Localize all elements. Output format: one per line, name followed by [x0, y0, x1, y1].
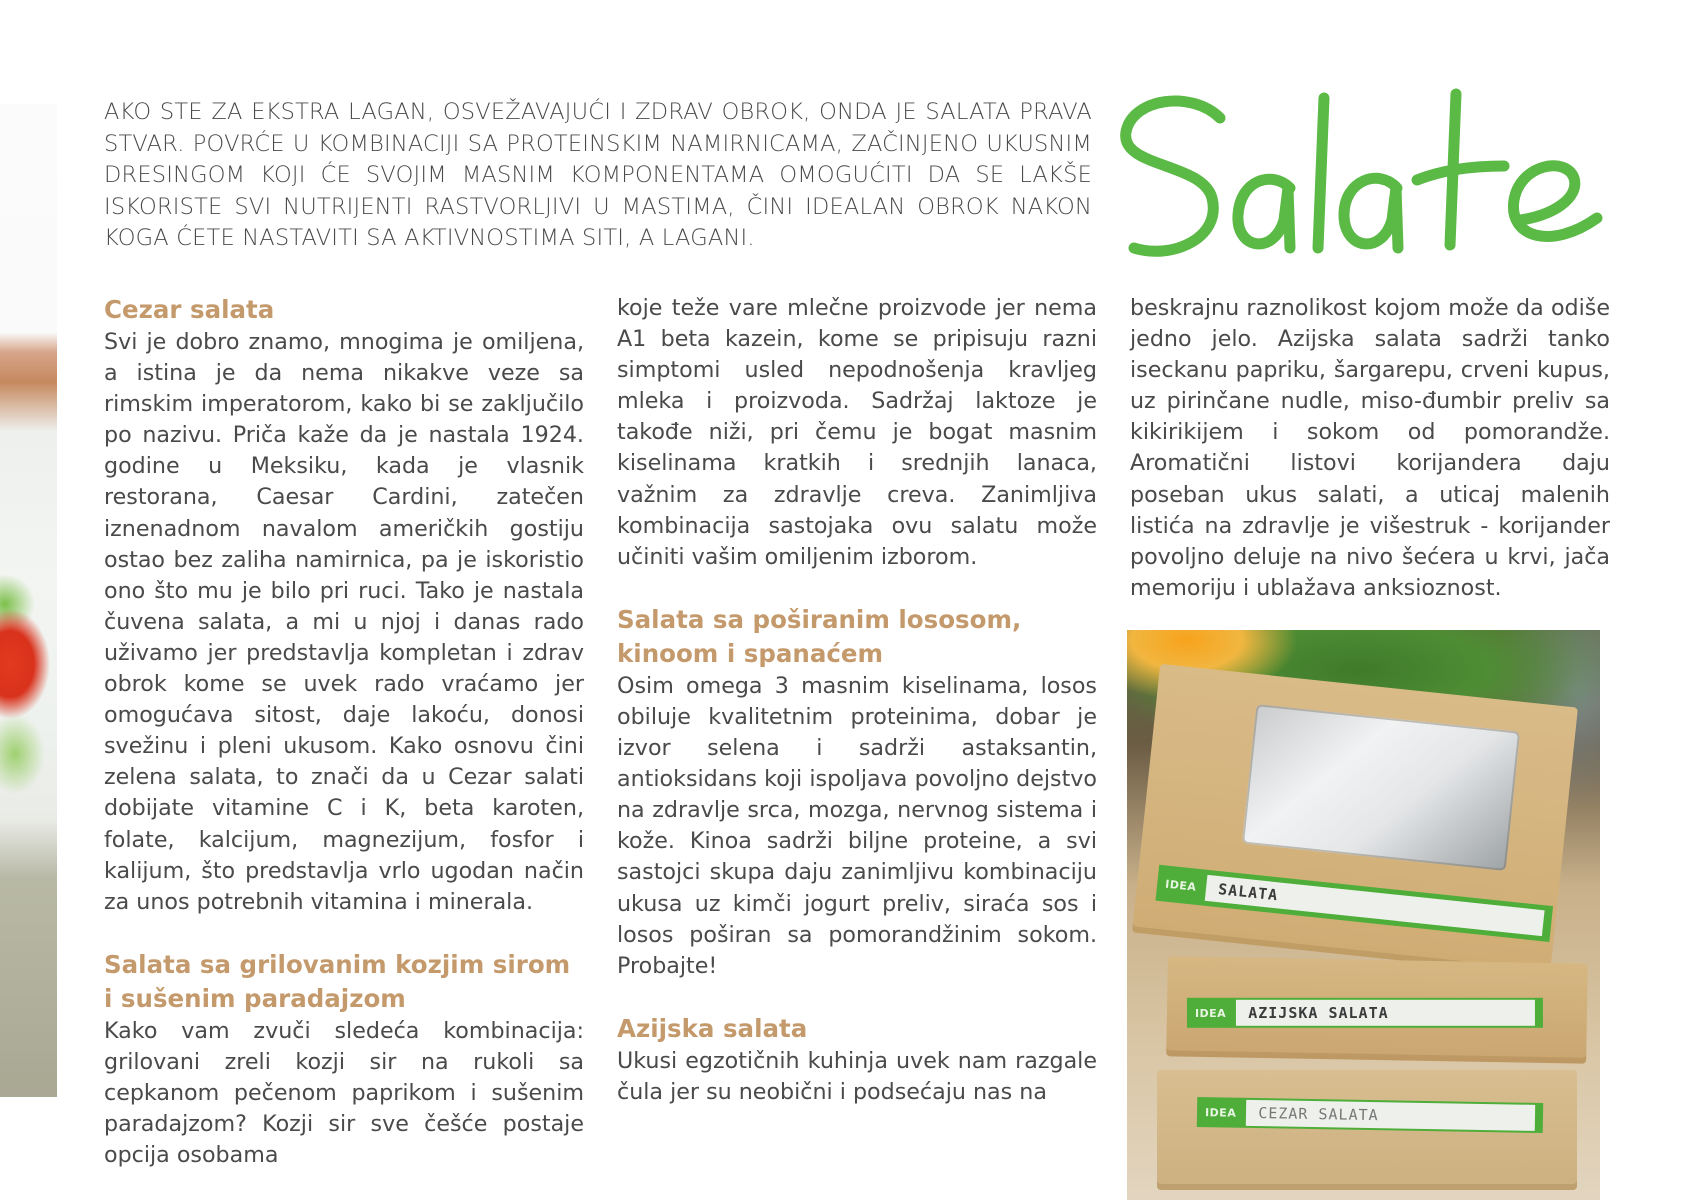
section-body-azijska-part2: beskrajnu raznolikost kojom može da odiše jedno jelo. Azijska salata sadrži tanko iseckanu papriku, šargarepu, crveni kupus, uz pirinčane nudle, miso-đumbir preliv sa kikirikijem i sokom od pomorandže. Aromatični listovi korijandera daju poseban ukus salati, a uticaj malenih listića na zdravlje je višestruk - korijander povoljno deluje na nivo šećera u krvi, jača memoriju i ublažava anksioznost. — [1130, 295, 1610, 601]
section-heading-cezar: Cezar salata — [104, 295, 275, 324]
section-body-cezar: Svi je dobro znamo, mnogima je omiljena, a istina je da nema nikakve veze sa rimskim imperatorom, kako bi se zaključilo po nazivu. Priča kaže da je nastala 1924. godine u Meksiku, kada je vlasnik restorana, Caesar Cardini, zatečen iznenadnom navalom američkih gostiju ostao bez zaliha namirnica, pa je iskoristio ono što mu je bilo pri ruci. Tako je nastala čuvena salata, a mi u njoj i danas rado uživamo jer predstavlja kompletan i zdrav obrok kome se uvek rado vraćamo jer omogućava sitost, daje lakoću, donosi svežinu i pleni ukusom. Kako osnovu čini zelena salata, to znači da u Cezar salati dobijate vitamine C i K, beta karoten, folate, kalcijum, magnezijum, fosfor i kalijum, što predstavlja vrlo ugodan način za unos potrebnih vitamina i minerala. — [104, 329, 584, 915]
salad-box-top — [1132, 664, 1578, 976]
section-body-kozji-sir-part2: koje teže vare mlečne proizvode jer nema A1 beta kazein, kome se pripisuju razni simptomi usled nepodnošenja kravljeg mleka i proizvoda. Sadržaj laktoze je takođe niži, pri čemu je bogat masnim kiselinama kratkih i srednjih lanaca, važnim za zdravlje creva. Zanimljiva kombinacija sastojaka ovu salatu može učiniti vašim omiljenim izborom. — [617, 295, 1097, 570]
brand-label: IDEA — [1204, 1105, 1237, 1120]
brand-label: IDEA — [1164, 877, 1198, 894]
salad-box-window — [1242, 704, 1520, 871]
brand-label: IDEA — [1194, 1006, 1227, 1020]
salad-photo-left-strip — [0, 104, 57, 1097]
section-body-azijska-part1: Ukusi egzotičnih kuhinja uvek nam razgale čula jer su neobični i podsećaju nas na — [617, 1047, 1097, 1105]
box-label-text: AZIJSKA SALATA — [1236, 1000, 1535, 1026]
salad-boxes-photo — [1127, 630, 1600, 1200]
salad-box-label — [1155, 865, 1553, 942]
box-label-text: SALATA — [1205, 875, 1545, 936]
svg-text:Salate: Salate — [1112, 55, 1163, 74]
salad-box-bottom — [1157, 1070, 1577, 1190]
section-heading-kozji-sir: Salata sa grilovanim kozjim sirom i sušenim paradajzom — [104, 949, 571, 1013]
salad-box-middle — [1166, 956, 1588, 1063]
section-body-losos: Osim omega 3 masnim kiselinama, losos obiluje kvalitetnim proteinima, dobar je izvor selena i sadrži astaksantin, antioksidans koji ispoljava povoljno dejstvo na zdravlje srca, mozga, nervnog sistema i kože. Kinoa sadrži biljne proteine, a svi sastojci skupa daju zanimljivu kombinaciju ukusa uz kimči jogurt preliv, siraća sos i losos poširan sa pomorandžinim sokom. Probajte! — [617, 672, 1097, 979]
column-2 — [617, 293, 1097, 1108]
salad-box-label — [1187, 998, 1543, 1028]
salad-box-label — [1197, 1097, 1543, 1133]
page-title — [1112, 55, 1612, 280]
box-label-text: CEZAR SALATA — [1246, 1100, 1535, 1131]
salate-script-title-graphic — [1112, 55, 1612, 280]
section-body-kozji-sir-part1: Kako vam zvuči sledeća kombinacija: grilovani zreli kozji sir na rukoli sa cepkanom pečenom paprikom i sušenim paradajzom? Kozji sir sve češće postaje opcija osobama — [104, 1017, 584, 1169]
column-3 — [1130, 293, 1610, 604]
column-1 — [104, 293, 584, 1171]
section-heading-azijska: Azijska salata — [617, 1013, 808, 1043]
intro-paragraph: AKO STE ZA EKSTRA LAGAN, OSVEŽAVAJUĆI I ZDRAV OBROK, ONDA JE SALATA PRAVA STVAR. POVRĆE U KOMBINACIJI SA PROTEINSKIM NAMIRNICAMA, ZAČINJENO UKUSNIM DRESINGOM KOJI ĆE SVOJIM MASNIM KOMPONENTAMA OMOGUĆITI DA SE LAKŠE ISKORISTE SVI NUTRIJENTI RASTVORLJIVI U MASTIMA, ČINI IDEALAN OBROK NAKON KOGA ĆETE NASTAVITI SA AKTIVNOSTIMA SITI, A LAGANI. — [104, 99, 1092, 251]
section-heading-losos: Salata sa poširanim lososom, kinoom i spanaćem — [617, 604, 1022, 668]
